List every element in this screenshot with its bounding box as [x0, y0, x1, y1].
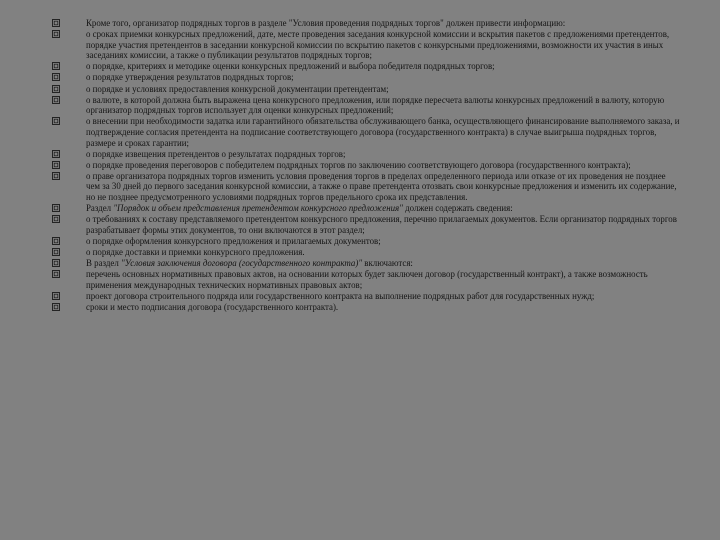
boxed-square-bullet-icon — [52, 270, 60, 278]
text-prefix: В раздел — [86, 257, 121, 268]
section-title-italic: "Условия заключения договора (государственного контракта)" — [120, 257, 363, 268]
list-item — [52, 116, 680, 148]
list-item — [52, 160, 680, 171]
list-item — [52, 95, 680, 116]
list-item-text — [86, 203, 513, 213]
text-suffix: включаются: — [362, 257, 413, 268]
list-item — [52, 29, 680, 61]
list-item — [52, 302, 680, 313]
list-item — [52, 291, 680, 302]
list-item-text: о праве организатора подрядных торгов изменить условия проведения торгов в пределах определенного периода или отказе от их проведения не позднее чем за 30 дней до первого заседания конкурсной комиссии, а также о праве претендента отозвать свои конкурсные предложения и изменить их содержание, но не позднее предусмотренного условиями подрядных торгов предельного срока их представления. — [86, 170, 677, 203]
list-item-text: о порядке проведения переговоров с победителем подрядных торгов по заключению соответствующего договора (государственного контракта); — [86, 159, 631, 170]
text-prefix: Раздел — [86, 203, 114, 214]
list-item-text: о требованиях к составу представляемого претендентом конкурсного предложения, перечню прилагаемых документов. Если организатор подрядных торгов разрабатывает формы этих документов, то они включаются в этот раздел; — [86, 214, 677, 235]
list-item-text: о порядке доставки и приемки конкурсного предложения. — [86, 246, 305, 257]
list-item — [52, 236, 680, 247]
list-item — [52, 72, 680, 83]
boxed-square-bullet-icon — [52, 30, 60, 38]
boxed-square-bullet-icon — [52, 204, 60, 212]
list-item — [52, 203, 680, 214]
boxed-square-bullet-icon — [52, 248, 60, 256]
list-item-text: сроки и место подписания договора (государственного контракта). — [86, 301, 339, 312]
list-item-text: о порядке, критериях и методике оценки конкурсных предложений и выбора победителя подрядных торгов; — [86, 61, 495, 72]
list-item-text: перечень основных нормативных правовых актов, на основании которых будет заключен договор (государственный контракт), а также возможность применения международных технических нормативных правовых актов; — [86, 268, 648, 290]
boxed-square-bullet-icon — [52, 150, 60, 158]
boxed-square-bullet-icon — [52, 62, 60, 70]
boxed-square-bullet-icon — [52, 303, 60, 311]
list-item-text: о сроках приемки конкурсных предложений, дате, месте проведения заседания конкурсной комиссии и вскрытия пакетов с предложениями претендентов, порядке участия претендентов в заседании конкурсной комиссии по вскрытию пакетов с конкурсными предложениями, возможности их участия в иных заседаниях комиссии, а также о публикации результатов подрядных торгов; — [86, 29, 670, 61]
section-title-italic: "Порядок и объем представления претендентом конкурсного предложения" — [113, 203, 403, 214]
boxed-square-bullet-icon — [52, 215, 60, 223]
boxed-square-bullet-icon — [52, 161, 60, 169]
list-item-text: о порядке оформления конкурсного предложения и прилагаемых документов; — [86, 235, 381, 246]
boxed-square-bullet-icon — [52, 117, 60, 125]
list-item-text: о порядке утверждения результатов подрядных торгов; — [86, 72, 294, 83]
boxed-square-bullet-icon — [52, 73, 60, 81]
boxed-square-bullet-icon — [52, 96, 60, 104]
list-item-text: Кроме того, организатор подрядных торгов в разделе "Условия проведения подрядных торгов" должен привести информацию: — [86, 18, 566, 28]
text-suffix: должен содержать сведения: — [402, 203, 513, 214]
list-item — [52, 18, 680, 29]
list-item — [52, 214, 680, 235]
list-item — [52, 258, 680, 269]
boxed-square-bullet-icon — [52, 259, 60, 267]
list-item — [52, 269, 680, 290]
boxed-square-bullet-icon — [52, 172, 60, 180]
boxed-square-bullet-icon — [52, 19, 60, 27]
boxed-square-bullet-icon — [52, 85, 60, 93]
list-item-text: проект договора строительного подряда или государственного контракта на выполнение подрядных работ для государственных нужд; — [86, 290, 595, 301]
list-item-text: о порядке извещения претендентов о результатах подрядных торгов; — [86, 148, 346, 159]
list-item-text — [86, 258, 413, 268]
list-item — [52, 171, 680, 203]
list-item-text: о валюте, в которой должна быть выражена цена конкурсного предложения, или порядке пересчета валюты конкурсных предложений в валюту, которую организатор подрядных торгов использует для оценки конкурсных предложений; — [86, 94, 665, 116]
list-item-text: о внесении при необходимости задатка или гарантийного обязательства обслуживающего банка, осуществляющего финансирование выполняемого заказа, и подтверждение согласия претендента на подписание соответствующего договора (государственного контракта) в случае выигрыша подрядных торгов, размере и сроках гарантии; — [86, 116, 680, 148]
list-item — [52, 84, 680, 95]
list-item-text: о порядке и условиях предоставления конкурсной документации претендентам; — [86, 83, 389, 94]
list-item — [52, 247, 680, 258]
boxed-square-bullet-icon — [52, 292, 60, 300]
bullet-list — [52, 18, 680, 313]
boxed-square-bullet-icon — [52, 237, 60, 245]
list-item — [52, 149, 680, 160]
list-item — [52, 61, 680, 72]
